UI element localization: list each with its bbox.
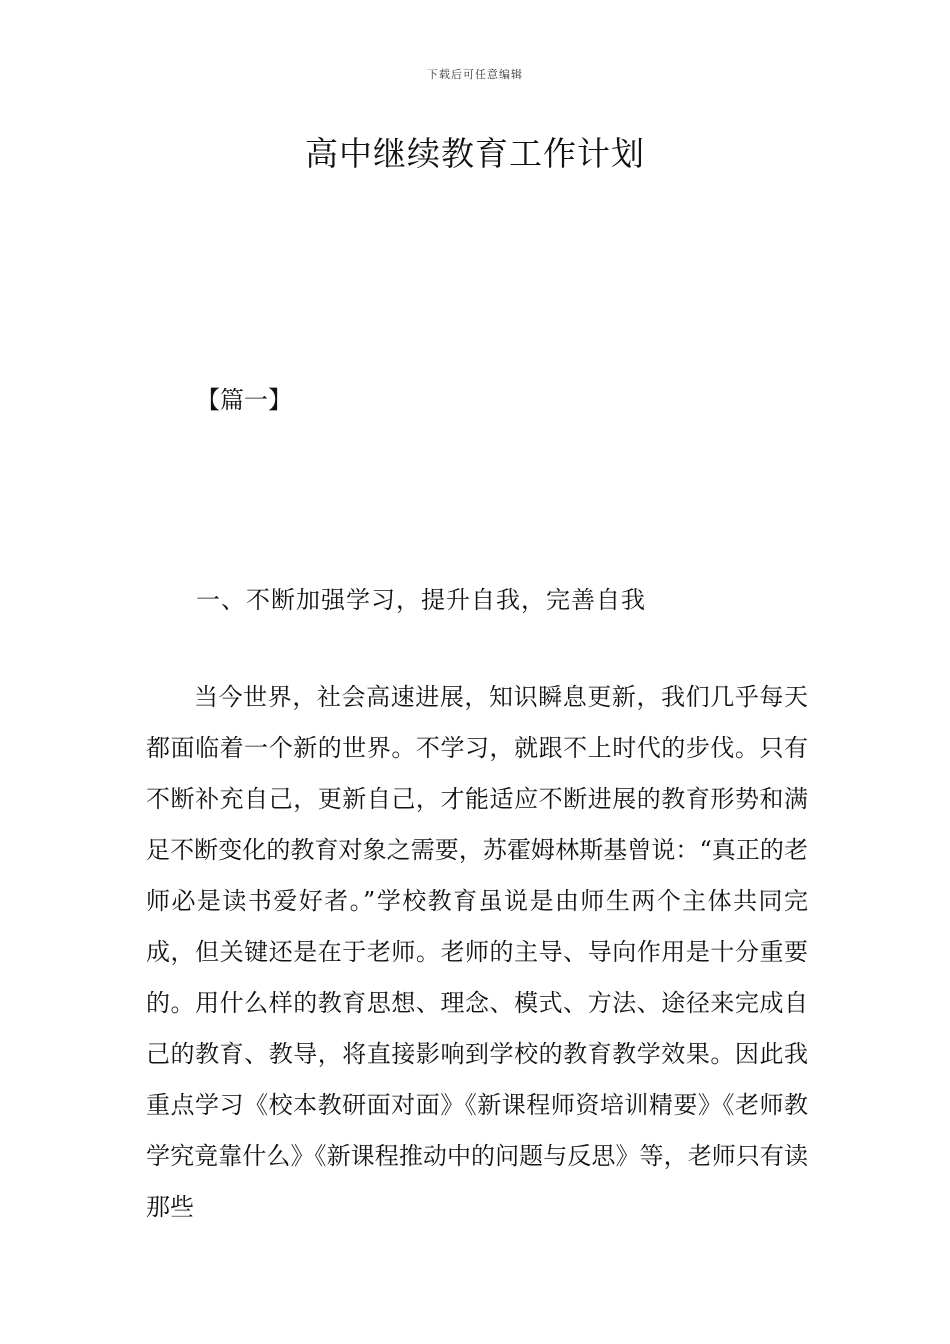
header-note: 下载后可任意编辑: [427, 68, 523, 81]
body-paragraph: 当今世界，社会高速进展，知识瞬息更新，我们几乎每天都面临着一个新的世界。不学习，就跟不上时代的步伐。只有不断补充自己，更新自己，才能适应不断进展的教育形势和满足不断变化的教育对象之需要，苏霍姆林斯基曾说：“真正的老师必是读书爱好者。”学校教育虽说是由师生两个主体共同完成，但关键还是在于老师。老师的主导、导向作用是十分重要的。用什么样的教育思想、理念、模式、方法、途径来完成自己的教育、教导，将直接影响到学校的教育教学效果。因此我重点学习《校本教研面对面》《新课程师资培训精要》《老师教学究竟靠什么》《新课程推动中的问题与反思》等，老师只有读那些: [146, 683, 808, 1221]
section-label: 【篇一】: [196, 386, 292, 414]
document-title: 高中继续教育工作计划: [305, 134, 645, 173]
section-heading: 一、不断加强学习，提升自我，完善自我: [196, 586, 646, 614]
